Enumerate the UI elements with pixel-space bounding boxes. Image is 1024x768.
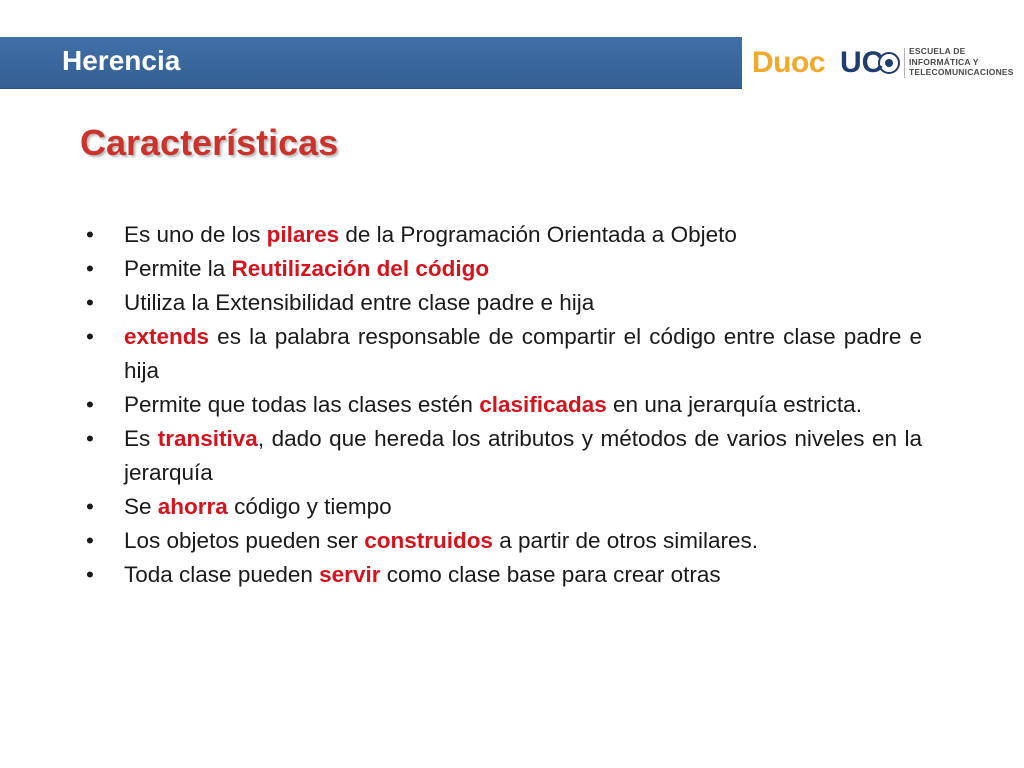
bullet-highlight: transitiva — [157, 426, 258, 451]
bullet-item — [86, 252, 922, 286]
bullet-text: Permite que todas las clases estén — [124, 392, 480, 417]
bullet-text: Es — [124, 426, 158, 451]
bullet-text: como clase base para crear otras — [380, 562, 721, 587]
bullet-text: a partir de otros similares. — [492, 528, 759, 553]
logo-school-line: INFORMÁTICA Y — [909, 56, 979, 67]
bullet-item — [86, 524, 922, 558]
bullet-text: en una jerarquía estricta. — [606, 392, 862, 417]
bullet-highlight: ahorra — [157, 494, 228, 519]
bullet-text: , dado que hereda los atributos y métodos de varios niveles en la jerarquía — [124, 426, 922, 485]
bullet-dot-icon: • — [86, 392, 94, 417]
bullet-item — [86, 422, 922, 490]
bullet-item — [86, 286, 922, 320]
bullet-list — [86, 218, 922, 592]
bullet-highlight: clasificadas — [479, 392, 607, 417]
bullet-dot-icon: • — [86, 562, 94, 587]
uc-seal-icon — [878, 52, 900, 74]
bullet-highlight: extends — [124, 324, 210, 349]
bullet-highlight: construidos — [364, 528, 493, 553]
bullet-text: Se — [124, 494, 158, 519]
bullet-item — [86, 558, 922, 592]
bullet-highlight: pilares — [266, 222, 340, 247]
bullet-text: Utiliza la Extensibilidad entre clase padre e hija — [124, 290, 595, 315]
header-bar — [0, 37, 742, 89]
bullet-dot-icon: • — [86, 426, 94, 451]
bullet-dot-icon: • — [86, 494, 94, 519]
bullet-text: Los objetos pueden ser — [124, 528, 365, 553]
bullet-text: de la Programación Orientada a Objeto — [339, 222, 737, 247]
bullet-dot-icon: • — [86, 222, 94, 247]
bullet-item — [86, 320, 922, 388]
header-title: Herencia — [62, 45, 181, 76]
logo-school-name — [909, 46, 1014, 78]
bullet-item — [86, 218, 922, 252]
logo-school-line: ESCUELA DE — [909, 46, 966, 56]
bullet-highlight: servir — [319, 562, 381, 587]
bullet-dot-icon: • — [86, 528, 94, 553]
bullet-text: código y tiempo — [227, 494, 392, 519]
bullet-text: es la palabra responsable de compartir el código entre clase padre e hija — [124, 324, 922, 383]
bullet-dot-icon: • — [86, 324, 94, 349]
logo-school-line: TELECOMUNICACIONES — [909, 67, 1014, 77]
bullet-text: Permite la — [124, 256, 232, 281]
logo-duoc-text: Duoc — [752, 46, 825, 79]
bullet-highlight: Reutilización del código — [231, 256, 490, 281]
bullet-text: Toda clase pueden — [124, 562, 320, 587]
bullet-dot-icon: • — [86, 290, 94, 315]
bullet-item — [86, 490, 922, 524]
section-title: Características — [80, 122, 339, 163]
bullet-dot-icon: • — [86, 256, 94, 281]
duoc-uc-logo — [752, 40, 1014, 88]
bullet-item — [86, 388, 922, 422]
logo-divider — [904, 48, 905, 78]
logo-uc-text: UC — [840, 46, 884, 79]
bullet-text: Es uno de los — [124, 222, 267, 247]
